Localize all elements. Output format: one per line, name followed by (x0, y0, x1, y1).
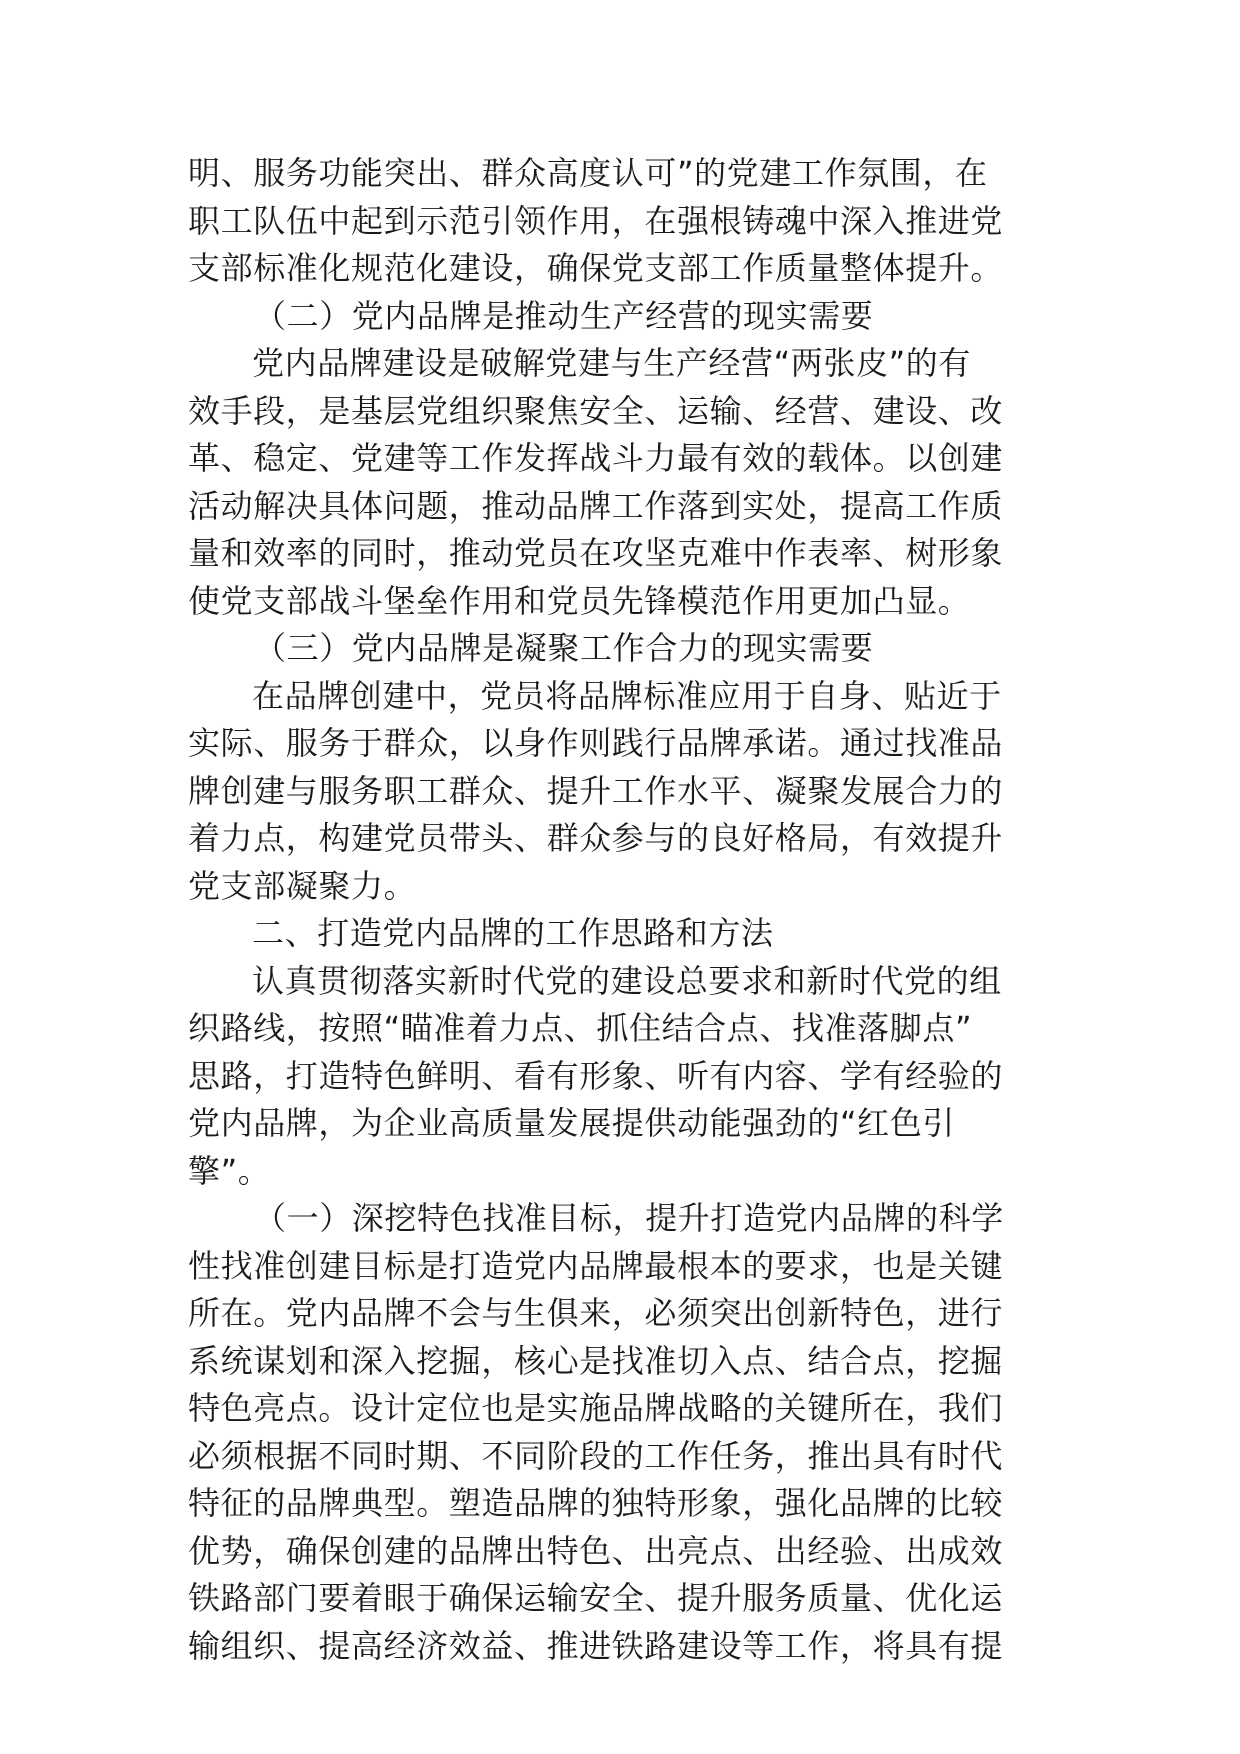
text-line: 铁路部门要着眼于确保运输安全、提升服务质量、优化运 (188, 1579, 1004, 1617)
section-heading: （二）党内品牌是推动生产经营的现实需要 (254, 296, 874, 335)
section-heading: （三）党内品牌是凝聚工作合力的现实需要 (254, 629, 874, 667)
text-line: 效手段，是基层党组织聚焦安全、运输、经营、建设、改 (188, 391, 1004, 430)
text-line: 活动解决具体问题，推动品牌工作落到实处，提高工作质 (188, 486, 1004, 525)
text-line: 织路线，按照“瞄准着力点、抓住结合点、找准落脚点” (188, 1009, 973, 1047)
text-line: 必须根据不同时期、不同阶段的工作任务，推出具有时代 (188, 1436, 1004, 1475)
text-line: 擎”。 (188, 1151, 271, 1190)
text-line: 特征的品牌典型。塑造品牌的独特形象，强化品牌的比较 (188, 1484, 1004, 1522)
text-line: 系统谋划和深入挖掘，核心是找准切入点、结合点，挖掘 (188, 1341, 1004, 1380)
text-line: 革、稳定、党建等工作发挥战斗力最有效的载体。以创建 (188, 439, 1004, 477)
text-line: 所在。党内品牌不会与生俱来，必须突出创新特色，进行 (188, 1294, 1004, 1332)
text-line: 输组织、提高经济效益、推进铁路建设等工作，将具有提 (188, 1626, 1004, 1665)
text-line: 实际、服务于群众，以身作则践行品牌承诺。通过找准品 (188, 724, 1004, 762)
section-heading: 二、打造党内品牌的工作思路和方法 (252, 914, 774, 952)
paragraph-first-line: 党内品牌建设是破解党建与生产经营“两张皮”的有 (252, 344, 971, 382)
document-body (188, 150, 1050, 1670)
text-line: 明、服务功能突出、群众高度认可”的党建工作氛围，在 (188, 154, 988, 192)
text-line: 思路，打造特色鲜明、看有形象、听有内容、学有经验的 (188, 1056, 1004, 1095)
text-line: 牌创建与服务职工群众、提升工作水平、凝聚发展合力的 (188, 771, 1004, 810)
text-line: 党内品牌，为企业高质量发展提供动能强劲的“红色引 (188, 1104, 955, 1142)
text-line: 优势，确保创建的品牌出特色、出亮点、出经验、出成效 (188, 1531, 1004, 1570)
text-line: 使党支部战斗堡垒作用和党员先锋模范作用更加凸显。 (188, 581, 971, 620)
text-line: 着力点，构建党员带头、群众参与的良好格局，有效提升 (188, 819, 1004, 857)
text-line: 特色亮点。设计定位也是实施品牌战略的关键所在，我们 (188, 1389, 1004, 1427)
text-line: 量和效率的同时，推动党员在攻坚克难中作表率、树形象 (188, 534, 1004, 572)
text-line: 党支部凝聚力。 (188, 866, 417, 905)
paragraph-first-line: 认真贯彻落实新时代党的建设总要求和新时代党的组 (252, 961, 1002, 1000)
text-line: 支部标准化规范化建设，确保党支部工作质量整体提升。 (188, 249, 1004, 287)
section-heading: （一）深挖特色找准目标，提升打造党内品牌的科学 (254, 1199, 1004, 1237)
paragraph-first-line: 在品牌创建中，党员将品牌标准应用于自身、贴近于 (252, 676, 1002, 715)
text-line: 职工队伍中起到示范引领作用，在强根铸魂中深入推进党 (188, 201, 1004, 240)
text-line: 性找准创建目标是打造党内品牌最根本的要求，也是关键 (188, 1246, 1004, 1285)
